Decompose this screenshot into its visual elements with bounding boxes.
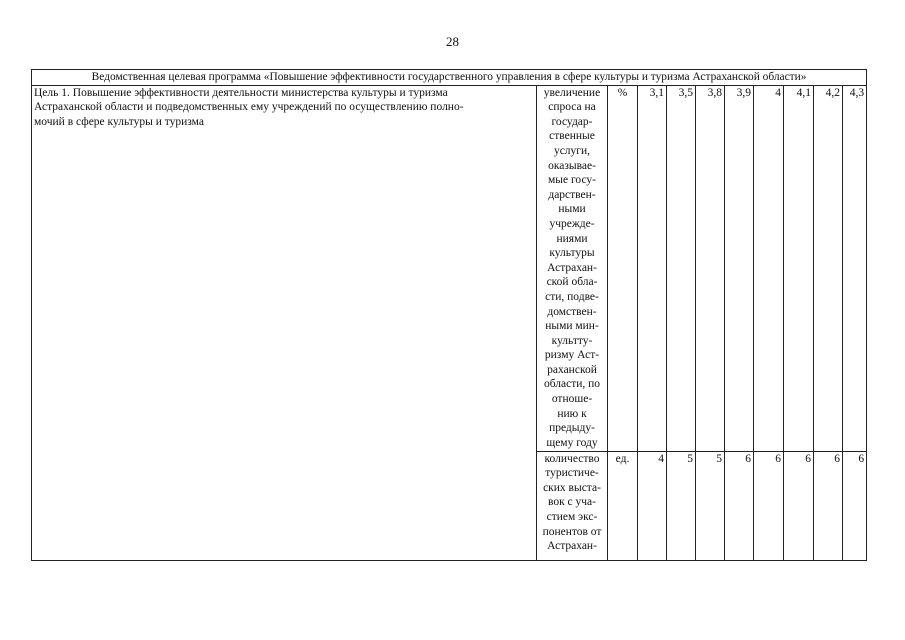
value-cell: 3,8 — [696, 85, 725, 451]
page-number: 28 — [446, 34, 459, 49]
value-cell: 4,2 — [814, 85, 843, 451]
indicator-line: оказывае- — [548, 159, 596, 172]
value-cell: 4 — [638, 451, 667, 560]
value-cell: 6 — [754, 451, 784, 560]
indicator-line: государ- — [551, 115, 593, 128]
indicator-line: щему году — [546, 436, 598, 449]
indicator-line: ризму Аст- — [544, 349, 600, 362]
indicator-line: учрежде- — [549, 217, 595, 230]
indicator-line: ской обла- — [546, 276, 598, 289]
indicator-line: понентов от — [542, 525, 602, 538]
value-cell: 6 — [725, 451, 754, 560]
value-cell: 4,3 — [843, 85, 867, 451]
value-cell: 5 — [696, 451, 725, 560]
indicator-line: сти, подве- — [545, 290, 599, 303]
indicator-line: спроса на — [548, 101, 596, 114]
indicator-line: нию к — [557, 407, 587, 420]
indicator-line: культту- — [551, 334, 593, 347]
indicator-line: домствен- — [547, 305, 597, 318]
indicator-line: мые госу- — [548, 174, 596, 187]
indicator-line: ственные — [549, 130, 595, 143]
indicator-line: ными мин- — [545, 320, 599, 333]
program-title-row — [32, 70, 867, 86]
value-cell: 6 — [784, 451, 814, 560]
indicator-line: услуги, — [553, 144, 591, 157]
indicator-line: дарствен- — [548, 188, 596, 201]
indicator-line: вок с уча- — [547, 496, 596, 509]
value-cell: 3,5 — [667, 85, 696, 451]
indicator-unit: ед. — [608, 451, 638, 560]
indicator-line: раханской — [547, 363, 597, 376]
value-cell: 3,1 — [638, 85, 667, 451]
indicator-line: области, по — [543, 378, 601, 391]
goal-description — [32, 85, 537, 560]
program-table — [31, 69, 867, 561]
indicator-line: количество — [544, 452, 600, 465]
indicator-line: предыду- — [549, 422, 595, 435]
value-cell: 4,1 — [784, 85, 814, 451]
indicator-line: Астрахан- — [547, 540, 597, 553]
goal-line: Астраханской области и подведомственных ему учреждений по осуществлению полно- — [34, 101, 464, 114]
value-cell: 4 — [754, 85, 784, 451]
value-cell: 6 — [814, 451, 843, 560]
program-title: Ведомственная целевая программа «Повышение эффективности государственного управления в сфере культуры и туризма Астраханской области» — [32, 70, 867, 86]
indicator-line: ниями — [556, 232, 588, 245]
indicator-row — [32, 85, 867, 451]
goal-line: Цель 1. Повышение эффективности деятельности министерства культуры и туризма — [34, 86, 448, 99]
indicator-unit: % — [608, 85, 638, 451]
indicator-line: ными — [558, 203, 586, 216]
indicator-line: стием экс- — [546, 510, 598, 523]
indicator-line: отноше- — [551, 393, 593, 406]
indicator-line: ских выста- — [543, 481, 601, 494]
indicator-line: туристиче- — [545, 467, 599, 480]
indicator-name — [537, 451, 608, 560]
indicator-line: культуры — [549, 247, 595, 260]
goal-line: мочий в сфере культуры и туризма — [34, 115, 204, 128]
indicator-name — [537, 85, 608, 451]
indicator-line: увеличение — [543, 86, 601, 99]
indicator-line: Астрахан- — [547, 261, 597, 274]
value-cell: 5 — [667, 451, 696, 560]
value-cell: 6 — [843, 451, 867, 560]
value-cell: 3,9 — [725, 85, 754, 451]
